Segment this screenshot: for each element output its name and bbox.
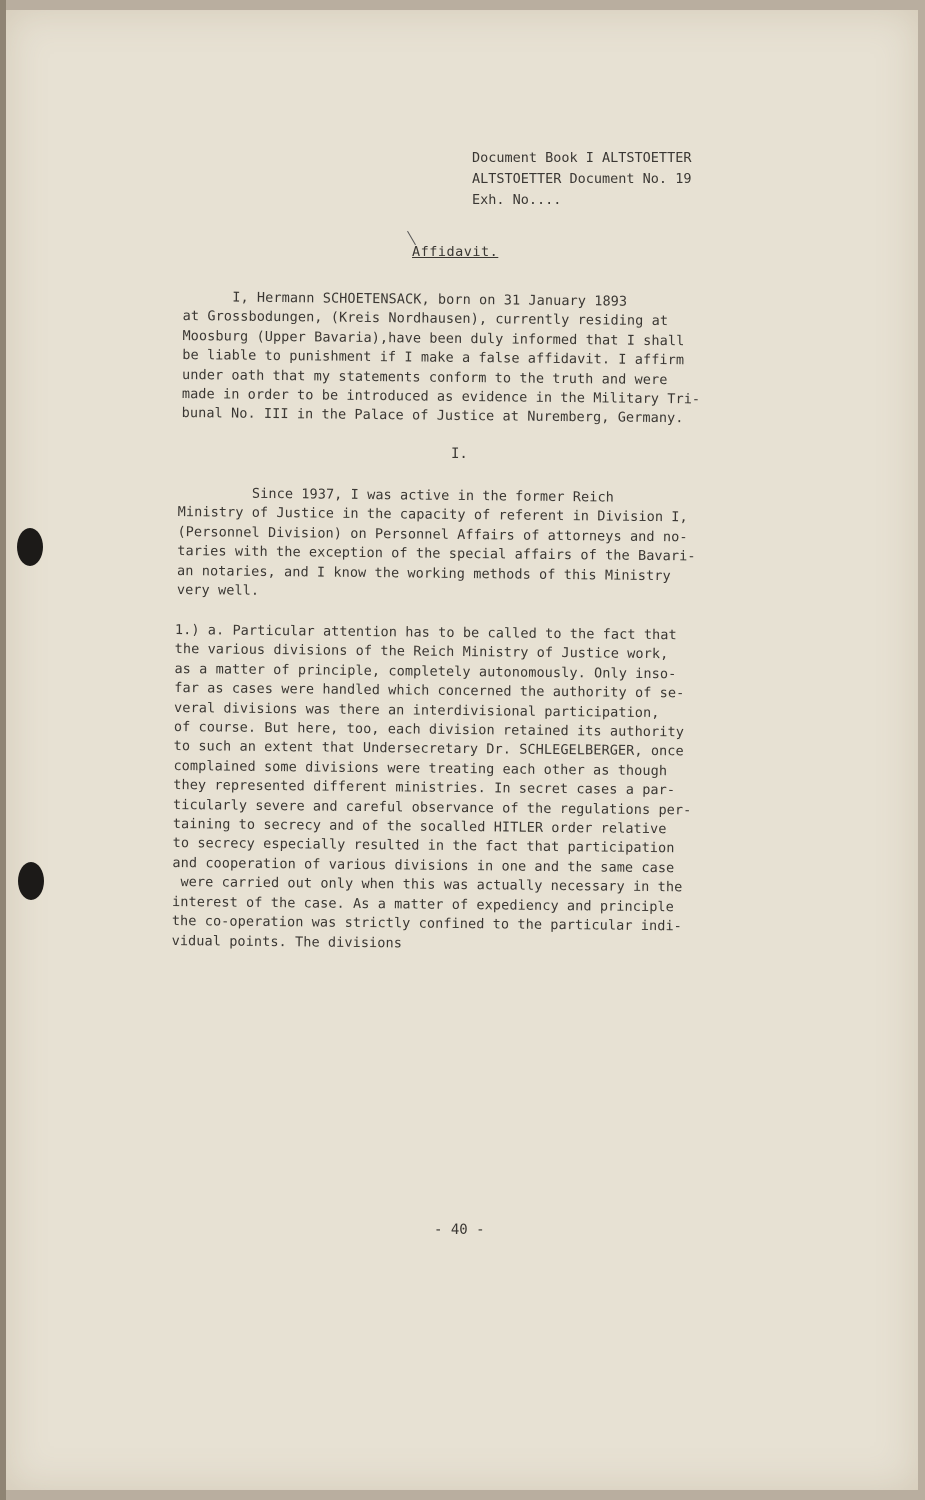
page-number: - 40 - (434, 1222, 485, 1238)
punch-hole (18, 862, 44, 900)
header-line-2: ALTSTOETTER Document No. 19 (472, 171, 692, 187)
document-header (472, 148, 691, 211)
punch-hole (17, 528, 43, 566)
affidavit-intro-paragraph: I, Hermann SCHOETENSACK, born on 31 January 1893 at Grossbodungen, (Kreis Nordhausen), currently residing at Moosburg (Upper Bavaria),have been duly informed that I shall be liable to punishment if I make a false affidavit. I affirm under oath that my statements conform to the truth and were made in order to be introduced as evidence in the Military Tri- bunal No. III in the Palace of Justice at Nuremberg, Germany. (181, 288, 701, 427)
section-numeral: I. (451, 446, 468, 462)
document-title: Affidavit. (412, 244, 499, 260)
point-1a-paragraph: 1.) a. Particular attention has to be called to the fact that the various divisions of the Reich Ministry of Justice work, as a matter of principle, completely autonomously. Only inso- far as cases were handled which concerned the authority of se- veral divisions was there an interdivisional participation, of course. But here, too, each division retained its authority to such an extent that Undersecretary Dr. SCHLEGELBERGER, once complained some divisions were treating each other as though they represented different ministries. In secret cases a par- ticularly severe and careful observance of the regulations per- taining to secrecy and of the socalled HITLER order relative to secrecy especially resulted in the fact that participation and cooperation of various divisions in one and the same case were carried out only when this was actually necessary in the interest of the case. As a matter of expediency and principle the co-operation was strictly confined to the particular indi- vidual points. The divisions (171, 621, 692, 951)
background-paragraph: Since 1937, I was active in the former Reich Ministry of Justice in the capacity of referent in Division I, (Personnel Division) on Personnel Affairs of attorneys and no- taries with the exception of the special affairs of the Bavari- an notaries, and I know the working methods of this Ministry very well. (176, 484, 696, 599)
header-line-1: Document Book I ALTSTOETTER (472, 150, 692, 166)
header-line-3: Exh. No.... (472, 192, 562, 208)
